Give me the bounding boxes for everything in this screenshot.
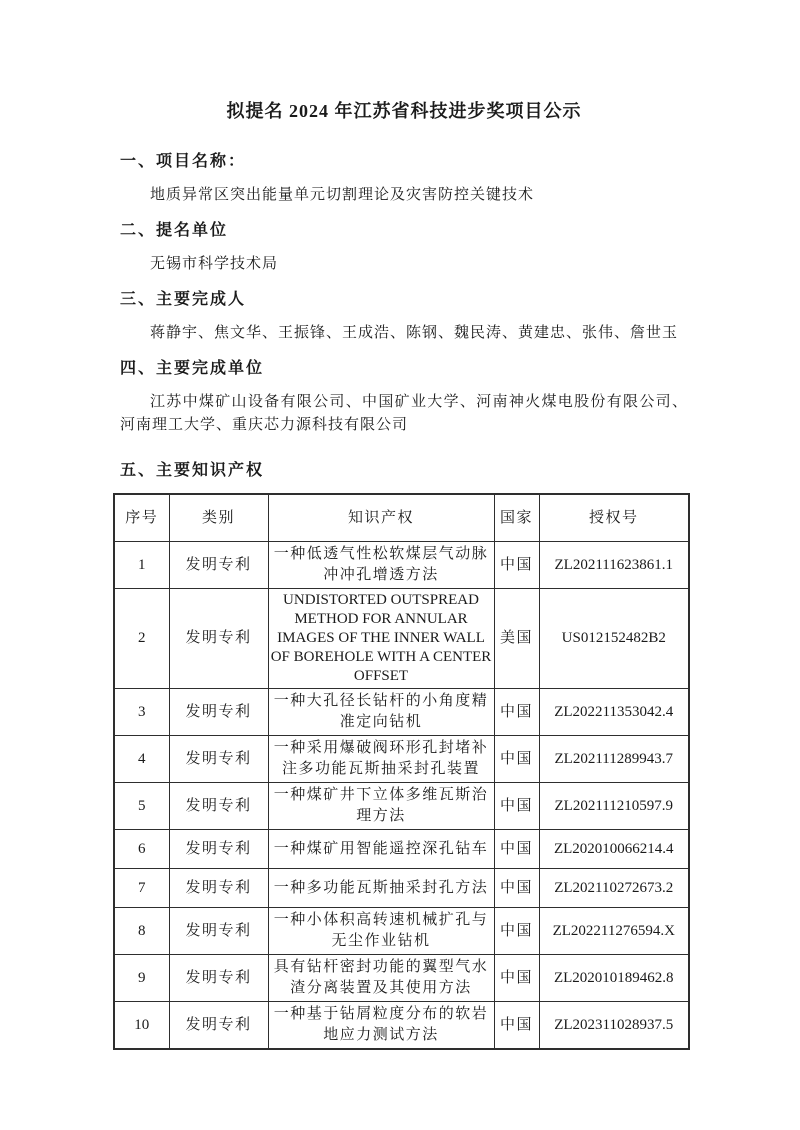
table-header-cell: 国家	[494, 494, 539, 542]
table-row	[114, 830, 689, 869]
table-cell: 中国	[494, 1002, 539, 1050]
table-cell: 发明专利	[169, 908, 268, 955]
table-cell: 中国	[494, 736, 539, 783]
section-heading-main-organizations: 四、主要完成单位	[120, 360, 265, 377]
table-header-cell: 授权号	[539, 494, 689, 542]
table-cell: 2	[114, 589, 169, 689]
table-header-cell: 类别	[169, 494, 268, 542]
table-row	[114, 689, 689, 736]
table-row	[114, 783, 689, 830]
ip-table-body	[114, 542, 689, 1050]
table-cell: US012152482B2	[539, 589, 689, 689]
project-name-text: 地质异常区突出能量单元切割理论及灾害防控关键技术	[150, 187, 535, 203]
table-cell: 一种基于钻屑粒度分布的软岩地应力测试方法	[268, 1002, 494, 1050]
table-cell: UNDISTORTED OUTSPREAD METHOD FOR ANNULAR IMAGES OF THE INNER WALL OF BOREHOLE WITH A CENTER OFFSET	[268, 589, 494, 689]
table-cell: ZL202111289943.7	[539, 736, 689, 783]
table-row	[114, 736, 689, 783]
table-cell: 发明专利	[169, 1002, 268, 1050]
main-contributors-text: 蒋静宇、焦文华、王振锋、王成浩、陈钢、魏民涛、黄建忠、张伟、詹世玉	[150, 325, 679, 341]
table-cell: 发明专利	[169, 869, 268, 908]
table-cell: 具有钻杆密封功能的翼型气水渣分离装置及其使用方法	[268, 955, 494, 1002]
table-cell: ZL202211353042.4	[539, 689, 689, 736]
table-cell: 发明专利	[169, 830, 268, 869]
table-cell: 中国	[494, 869, 539, 908]
main-organizations-text: 江苏中煤矿山设备有限公司、中国矿业大学、河南神火煤电股份有限公司、河南理工大学、重庆芯力源科技有限公司	[120, 394, 688, 433]
table-cell: ZL202010066214.4	[539, 830, 689, 869]
table-cell: ZL202111623861.1	[539, 542, 689, 589]
table-cell: 中国	[494, 955, 539, 1002]
table-header-cell: 知识产权	[268, 494, 494, 542]
table-cell: 8	[114, 908, 169, 955]
section-heading-intellectual-property: 五、主要知识产权	[120, 462, 265, 479]
table-header-row	[114, 494, 689, 542]
section-heading-main-contributors: 三、主要完成人	[120, 291, 247, 308]
table-cell: 中国	[494, 830, 539, 869]
table-cell: 发明专利	[169, 542, 268, 589]
table-cell: ZL202111210597.9	[539, 783, 689, 830]
table-cell: 发明专利	[169, 736, 268, 783]
table-cell: ZL202010189462.8	[539, 955, 689, 1002]
table-row	[114, 908, 689, 955]
table-cell: ZL202110272673.2	[539, 869, 689, 908]
table-row	[114, 589, 689, 689]
table-header-cell: 序号	[114, 494, 169, 542]
table-cell: ZL202211276594.X	[539, 908, 689, 955]
table-cell: 7	[114, 869, 169, 908]
table-cell: 一种大孔径长钻杆的小角度精准定向钻机	[268, 689, 494, 736]
table-row	[114, 1002, 689, 1050]
table-cell: 一种多功能瓦斯抽采封孔方法	[268, 869, 494, 908]
table-cell: 中国	[494, 783, 539, 830]
table-cell: 一种采用爆破阀环形孔封堵补注多功能瓦斯抽采封孔装置	[268, 736, 494, 783]
ip-table	[113, 493, 690, 1050]
table-cell: 中国	[494, 689, 539, 736]
table-cell: 3	[114, 689, 169, 736]
nominating-unit-text: 无锡市科学技术局	[150, 256, 279, 272]
table-cell: 中国	[494, 542, 539, 589]
table-cell: 一种低透气性松软煤层气动脉冲冲孔增透方法	[268, 542, 494, 589]
table-cell: 发明专利	[169, 955, 268, 1002]
page-title: 拟提名 2024 年江苏省科技进步奖项目公示	[226, 101, 582, 121]
table-row	[114, 955, 689, 1002]
table-cell: 6	[114, 830, 169, 869]
table-cell: 9	[114, 955, 169, 1002]
section-heading-nominating-unit: 二、提名单位	[120, 222, 229, 239]
table-cell: 5	[114, 783, 169, 830]
table-cell: 1	[114, 542, 169, 589]
table-cell: 10	[114, 1002, 169, 1050]
section-heading-project-name: 一、项目名称：	[120, 153, 247, 170]
table-cell: 发明专利	[169, 589, 268, 689]
table-cell: 美国	[494, 589, 539, 689]
table-row	[114, 869, 689, 908]
table-cell: 一种煤矿用智能遥控深孔钻车	[268, 830, 494, 869]
table-cell: 4	[114, 736, 169, 783]
table-cell: 发明专利	[169, 689, 268, 736]
table-row	[114, 542, 689, 589]
table-cell: 发明专利	[169, 783, 268, 830]
table-cell: 中国	[494, 908, 539, 955]
table-cell: 一种小体积高转速机械扩孔与无尘作业钻机	[268, 908, 494, 955]
table-cell: 一种煤矿井下立体多维瓦斯治理方法	[268, 783, 494, 830]
table-cell: ZL202311028937.5	[539, 1002, 689, 1050]
